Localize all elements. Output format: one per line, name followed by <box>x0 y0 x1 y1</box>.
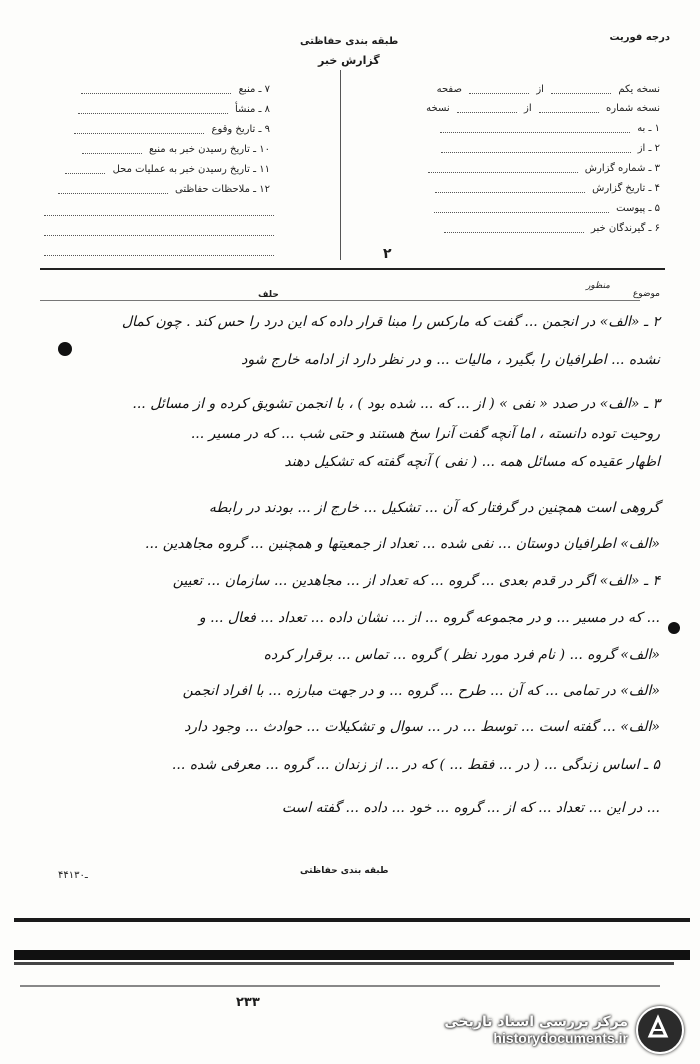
body-line-2: نشده ... اطرافیان را بگیرد ، مالیات ... و در نظر دارد از ادامه خارج شود <box>241 352 660 368</box>
watermark-url: historydocuments.ir <box>493 1030 628 1046</box>
body-line-1: ۲ ـ «الف» در انجمن ... گفت که مارکس را مبنا قرار داده که این درد را حس کند . چون کمال <box>121 314 660 330</box>
left-field-5: ۱۱ ـ تاریخ رسیدن خبر به عملیات محل <box>40 164 270 175</box>
subject-rule <box>40 300 640 301</box>
right-field-1: نسخه یکم از صفحه <box>436 84 660 95</box>
left-blank-3 <box>40 246 278 257</box>
logo-icon <box>636 1006 684 1054</box>
subject-label: موضوع <box>632 289 660 299</box>
left-field-2: ۸ ـ منشأ <box>40 104 270 115</box>
body-line-12: «الف» ... گفته است ... توسط ... در ... سوال و تشکیلات ... حوادث ... وجود دارد <box>184 719 660 735</box>
body-line-4: روحیت توده دانسته ، اما آنچه گفت آنرا سخ هستند و حتی شب ... که در مسیر ... <box>190 426 660 442</box>
urgency-label: درجه فوریت <box>609 32 670 43</box>
right-field-4: ۲ ـ از <box>437 143 660 154</box>
scan-artifact-2 <box>14 950 690 960</box>
punch-hole-2 <box>668 622 680 634</box>
section-number: ۲ <box>383 246 392 262</box>
left-field-3: ۹ ـ تاریخ وقوع <box>40 124 270 135</box>
scan-artifact-3 <box>14 962 674 965</box>
right-field-2: نسخه شماره از نسخه <box>426 103 660 114</box>
form-number: ۴۴ـ۱۳۰ <box>58 870 88 881</box>
left-field-4: ۱۰ ـ تاریخ رسیدن خبر به منبع <box>40 144 270 155</box>
body-line-14: ... در این ... تعداد ... که از ... گروه ... خود ... داده ... گفته است <box>281 800 660 816</box>
watermark-title: مرکز بررسی اسناد تاریخی <box>444 1014 628 1030</box>
classification-title: طبقه بندی حفاظتی <box>300 36 399 47</box>
body-line-7: «الف» اطرافیان دوستان ... نفی شده ... تعداد از جمعیتها و همچنین ... گروه مجاهدین ... <box>145 536 660 552</box>
body-line-10: «الف» گروه ... ( نام فرد مورد نظر ) گروه ... تماس ... برقرار کرده <box>263 647 660 663</box>
body-line-9: ... که در مسیر ... و در مجموعه گروه ... از ... نشان داده ... تعداد ... فعال ... و <box>198 610 660 626</box>
scan-artifact-1 <box>14 918 690 922</box>
left-field-6: ۱۲ ـ ملاحظات حفاظتی <box>40 184 270 195</box>
watermark <box>444 1006 684 1054</box>
note-label: حلف <box>258 290 279 300</box>
report-title: گزارش خبر <box>318 54 380 67</box>
left-blank-2 <box>40 226 278 237</box>
right-field-7: ۵ ـ پیوست <box>430 203 660 214</box>
body-line-8: ۴ ـ «الف» اگر در قدم بعدی ... گروه ... که تعداد از ... مجاهدین ... سازمان ... تعیین <box>172 573 660 589</box>
body-line-6: گروهی است همچنین در گرفتار که آن ... تشکیل ... خارج از ... بودند در رابطه <box>208 500 660 516</box>
body-line-5: اظهار عقیده که مسائل همه ... ( نفی ) آنچه گفته که تشکیل دهند <box>284 454 660 470</box>
right-field-8: ۶ ـ گیرندگان خبر <box>440 223 660 234</box>
header-rule <box>40 268 665 270</box>
body-line-11: «الف» در تمامی ... که آن ... طرح ... گروه ... و در جهت مبارزه ... با افراد انجمن <box>182 683 660 699</box>
body-line-13: ۵ ـ اساس زندگی ... ( در ... فقط ... ) که در ... از زندان ... گروه ... معرفی شده ... <box>171 757 660 773</box>
body-line-3: ۳ ـ «الف» در صدد « نفی » ( از ... که ... شده بود ) ، با انجمن تشویق کرده و از مسائل ... <box>132 396 660 412</box>
left-blank-1 <box>40 206 278 217</box>
subject-value: منظور <box>586 281 610 291</box>
right-field-3: ۱ ـ به <box>436 123 660 134</box>
punch-hole-1 <box>58 342 72 356</box>
header-divider <box>340 70 341 260</box>
left-field-1: ۷ ـ منبع <box>40 84 270 95</box>
scan-artifact-4 <box>20 985 660 987</box>
right-field-6: ۴ ـ تاریخ گزارش <box>431 183 660 194</box>
right-field-5: ۳ ـ شماره گزارش <box>424 163 660 174</box>
footer-classification: طبقه بندی حفاظتی <box>300 866 389 876</box>
stamp-number: ۲۳۳ <box>236 995 260 1010</box>
